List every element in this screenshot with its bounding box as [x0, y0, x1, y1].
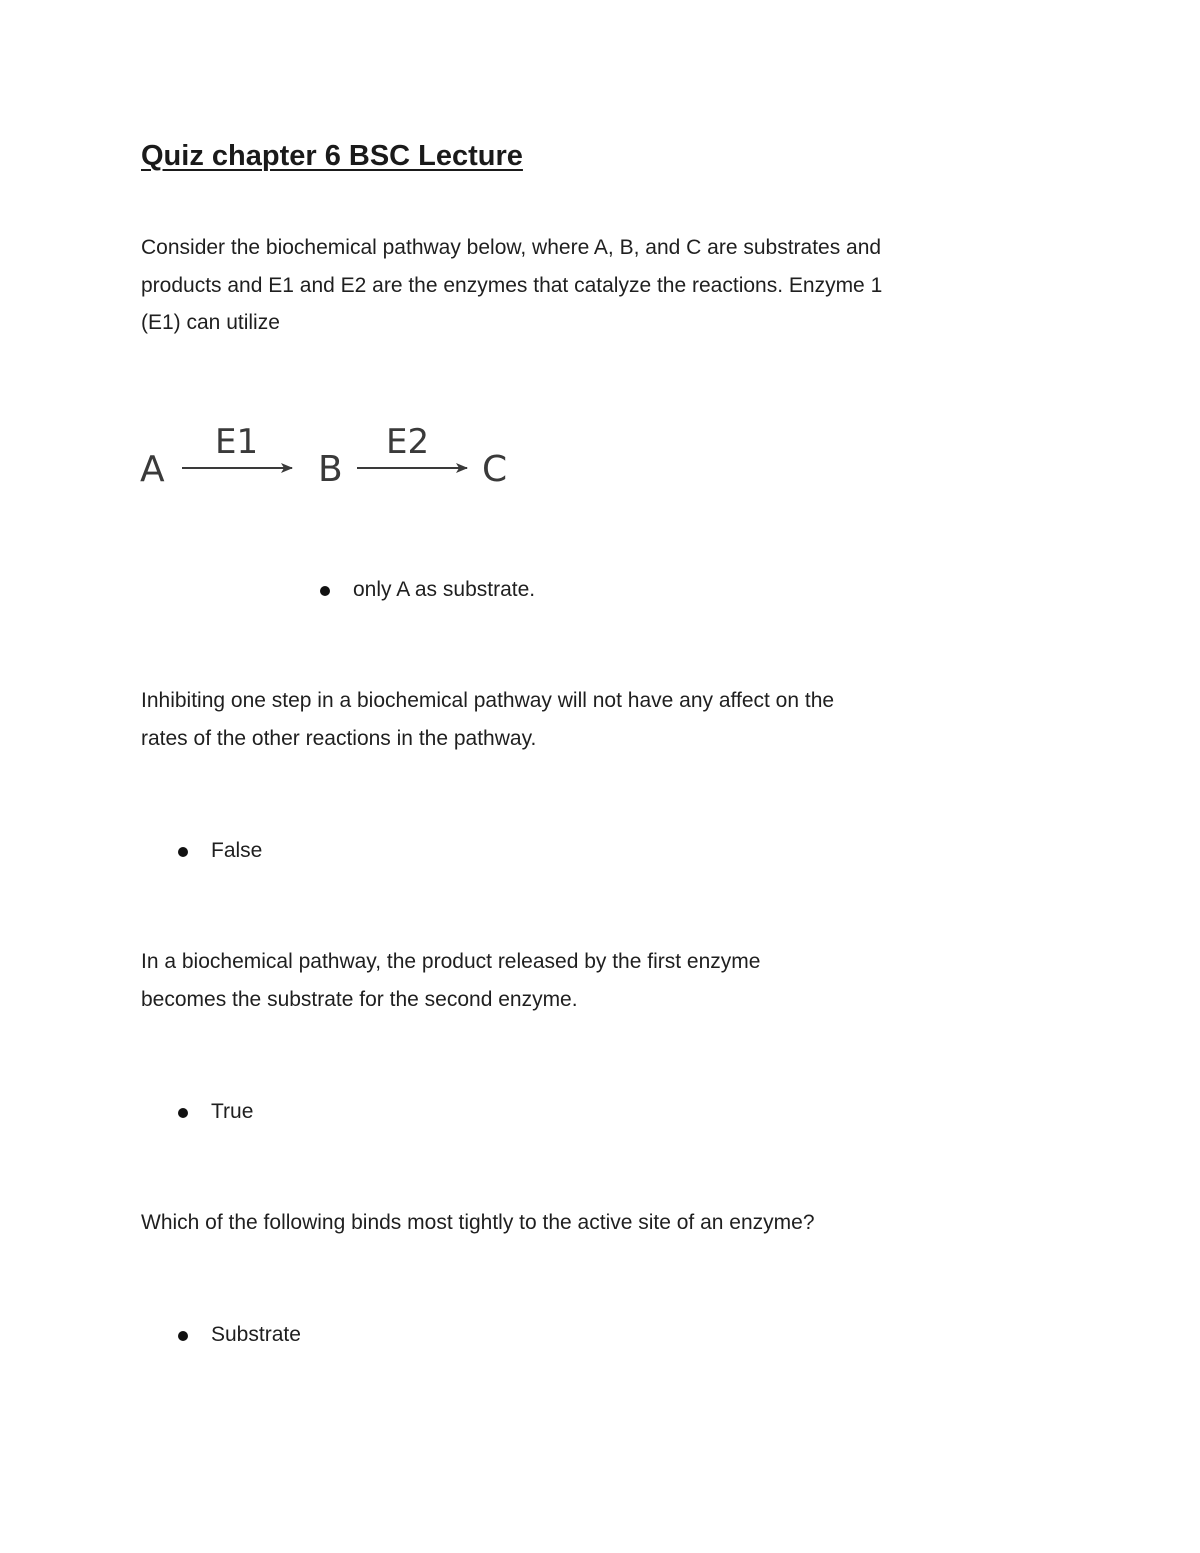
question-3-line: becomes the substrate for the second enzyme.: [141, 987, 578, 1011]
answer-3-text: True: [211, 1100, 254, 1123]
pathway-node-b: B: [318, 449, 343, 490]
bullet-icon: [178, 847, 188, 857]
pathway-enzyme-e1: E1: [215, 422, 259, 462]
question-2-text: [141, 682, 834, 757]
pathway-enzyme-e2: E2: [386, 422, 430, 462]
bullet-icon: [320, 586, 330, 596]
question-1-line: Consider the biochemical pathway below, where A, B, and C are substrates and: [141, 236, 882, 259]
answer-2-text: False: [211, 839, 263, 862]
question-1-text: [141, 229, 882, 342]
question-1-line: (E1) can utilize: [141, 311, 280, 334]
pathway-node-a: A: [140, 449, 165, 490]
pathway-node-c: C: [482, 449, 508, 490]
question-3-line: In a biochemical pathway, the product released by the first enzyme: [141, 950, 761, 973]
bullet-icon: [178, 1331, 188, 1341]
question-1-line: products and E1 and E2 are the enzymes that catalyze the reactions. Enzyme 1: [141, 273, 883, 297]
question-2-line: Inhibiting one step in a biochemical pathway will not have any affect on the: [141, 689, 835, 712]
question-3-text: [141, 943, 760, 1018]
pathway-diagram: [136, 415, 526, 505]
answer-1-text: only A as substrate.: [353, 578, 536, 601]
question-2-line: rates of the other reactions in the pathway.: [141, 726, 537, 750]
question-4-text: [141, 1204, 815, 1242]
answer-4-text: Substrate: [211, 1323, 301, 1346]
bullet-icon: [178, 1108, 188, 1118]
question-4-line: Which of the following binds most tightly to the active site of an enzyme?: [141, 1211, 815, 1234]
document-title: Quiz chapter 6 BSC Lecture: [141, 140, 523, 172]
